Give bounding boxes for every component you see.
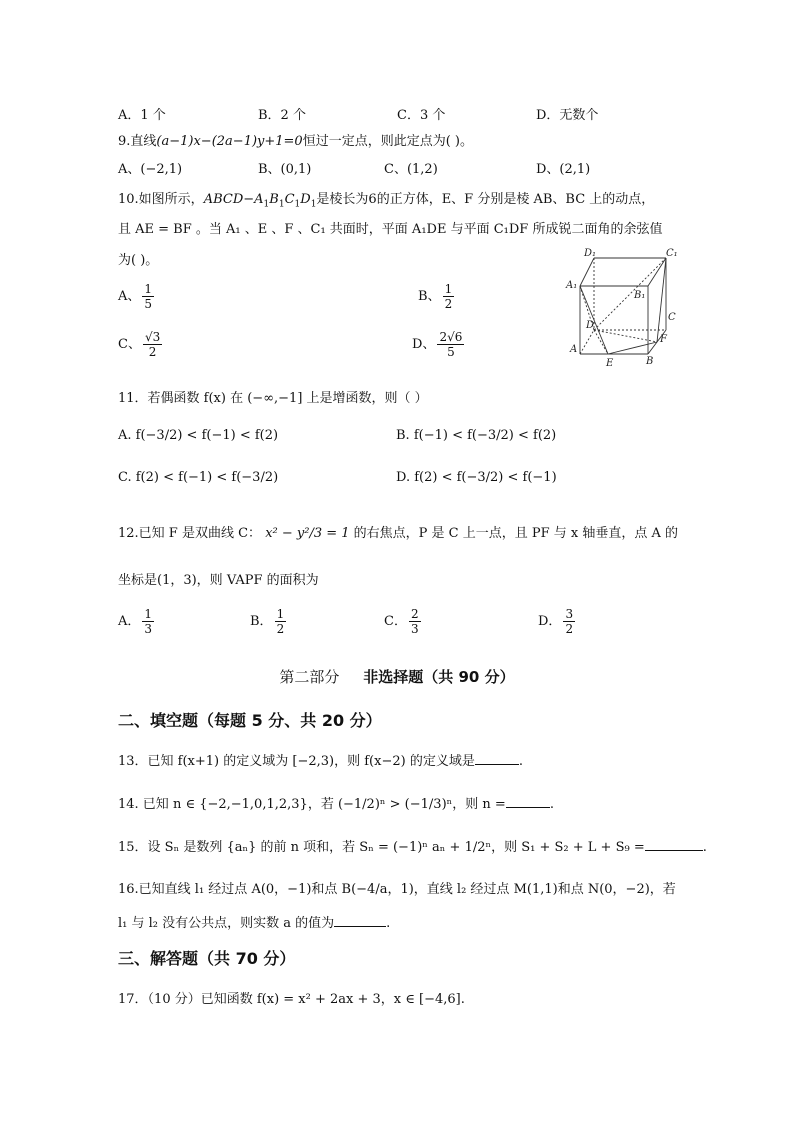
section-answer-heading: 三、解答题（共 70 分） xyxy=(118,949,296,968)
label-a1: A₁ xyxy=(566,280,578,291)
q14-blank[interactable] xyxy=(506,795,550,808)
q9-option-a: A、(−2,1) xyxy=(118,162,183,177)
q13-blank[interactable] xyxy=(475,752,519,765)
q8-option-d: D．无数个 xyxy=(536,108,599,123)
label-a: A xyxy=(570,344,578,355)
section-fill-in-heading: 二、填空题（每题 5 分、共 20 分） xyxy=(118,711,382,730)
q11-option-c: C. f(2) < f(−1) < f(−3/2) xyxy=(118,470,279,485)
q9-option-b: B、(0,1) xyxy=(258,162,312,177)
q8-option-c: C．3 个 xyxy=(397,108,446,123)
q10-line2: 且 AE = BF 。当 A₁ 、E 、F 、C₁ 共面时，平面 A₁DE 与平面 C₁DF 所成锐二面角的余弦值 xyxy=(118,222,663,237)
q10-option-b: B、 $\frac{1}{2}$ xyxy=(418,282,453,311)
q12-option-b: B． $\frac{1}{2}$ xyxy=(250,607,285,636)
part-two-heading: 第二部分 非选择题（共 90 分） xyxy=(279,668,515,686)
cube-figure xyxy=(562,248,682,368)
q8-option-a: A．1 个 xyxy=(118,108,166,123)
q16-blank[interactable] xyxy=(334,914,386,927)
q10-option-a: A、 $\frac{1}{5}$ xyxy=(118,282,153,311)
label-d: D xyxy=(586,320,595,331)
label-e: E xyxy=(606,358,614,368)
q10-line1: 10.如图所示，$ABCD-A_1B_1C_1D_1$是棱长为6的正方体，E、F 分别是棱 AB、BC 上的动点， xyxy=(118,192,655,210)
q12-line1: 12.已知 F 是双曲线 C： x² − y²/3 = 1 的右焦点，P 是 C 上一点，且 PF 与 x 轴垂直，点 A 的 xyxy=(118,526,679,541)
label-f: F xyxy=(660,334,667,345)
label-b1: B₁ xyxy=(634,290,646,301)
q16-line1: 16.已知直线 l₁ 经过点 A(0，−1)和点 B(−4/a，1)，直线 l₂ 经过点 M(1,1)和点 N(0，−2)，若 xyxy=(118,882,676,897)
label-d1: D₁ xyxy=(584,248,597,259)
q8-option-b: B．2 个 xyxy=(258,108,306,123)
q14: 14. 已知 n ∈ {−2,−1,0,1,2,3}，若 (−1/2)ⁿ > (−1/3)ⁿ，则 n = . xyxy=(118,797,554,812)
q11-stem: 11．若偶函数 f(x) 在 (−∞,−1] 上是增函数，则（ ） xyxy=(118,391,428,406)
q11-option-d: D. f(2) < f(−3/2) < f(−1) xyxy=(396,470,557,485)
q12-option-a: A． $\frac{1}{3}$ xyxy=(118,607,153,636)
q12-option-d: D． $\frac{3}{2}$ xyxy=(538,607,574,636)
q11-option-a: A. f(−3/2) < f(−1) < f(2) xyxy=(118,428,279,443)
q11-option-b: B. f(−1) < f(−3/2) < f(2) xyxy=(396,428,557,443)
q15: 15．设 Sₙ 是数列 {aₙ} 的前 n 项和，若 Sₙ = (−1)ⁿ aₙ + 1/2ⁿ，则 S₁ + S₂ + L + S₉ = . xyxy=(118,840,707,855)
q9-option-c: C、(1,2) xyxy=(384,162,438,177)
q10-option-c: C、 $\frac{√3}{2}$ xyxy=(118,330,161,359)
q9-option-d: D、(2,1) xyxy=(536,162,591,177)
label-b: B xyxy=(646,356,654,367)
q13: 13．已知 f(x+1) 的定义域为 [−2,3)，则 f(x−2) 的定义域是 . xyxy=(118,754,523,769)
q17: 17．（10 分）已知函数 f(x) = x² + 2ax + 3，x ∈ [−4,6]. xyxy=(118,992,465,1007)
q15-blank[interactable] xyxy=(645,838,703,851)
q10-line3: 为( )。 xyxy=(118,253,159,268)
q10-option-d: D、 $\frac{2√6}{5}$ xyxy=(412,330,463,359)
label-c: C xyxy=(668,312,676,323)
q12-line2: 坐标是(1，3)，则 VAPF 的面积为 xyxy=(118,573,319,588)
q16-line2: l₁ 与 l₂ 没有公共点，则实数 a 的值为 . xyxy=(118,916,391,931)
label-c1: C₁ xyxy=(666,248,678,259)
q9-stem: 9.直线(a−1)x−(2a−1)y+1=0恒过一定点，则此定点为( )。 xyxy=(118,134,473,149)
q12-option-c: C． $\frac{2}{3}$ xyxy=(384,607,419,636)
